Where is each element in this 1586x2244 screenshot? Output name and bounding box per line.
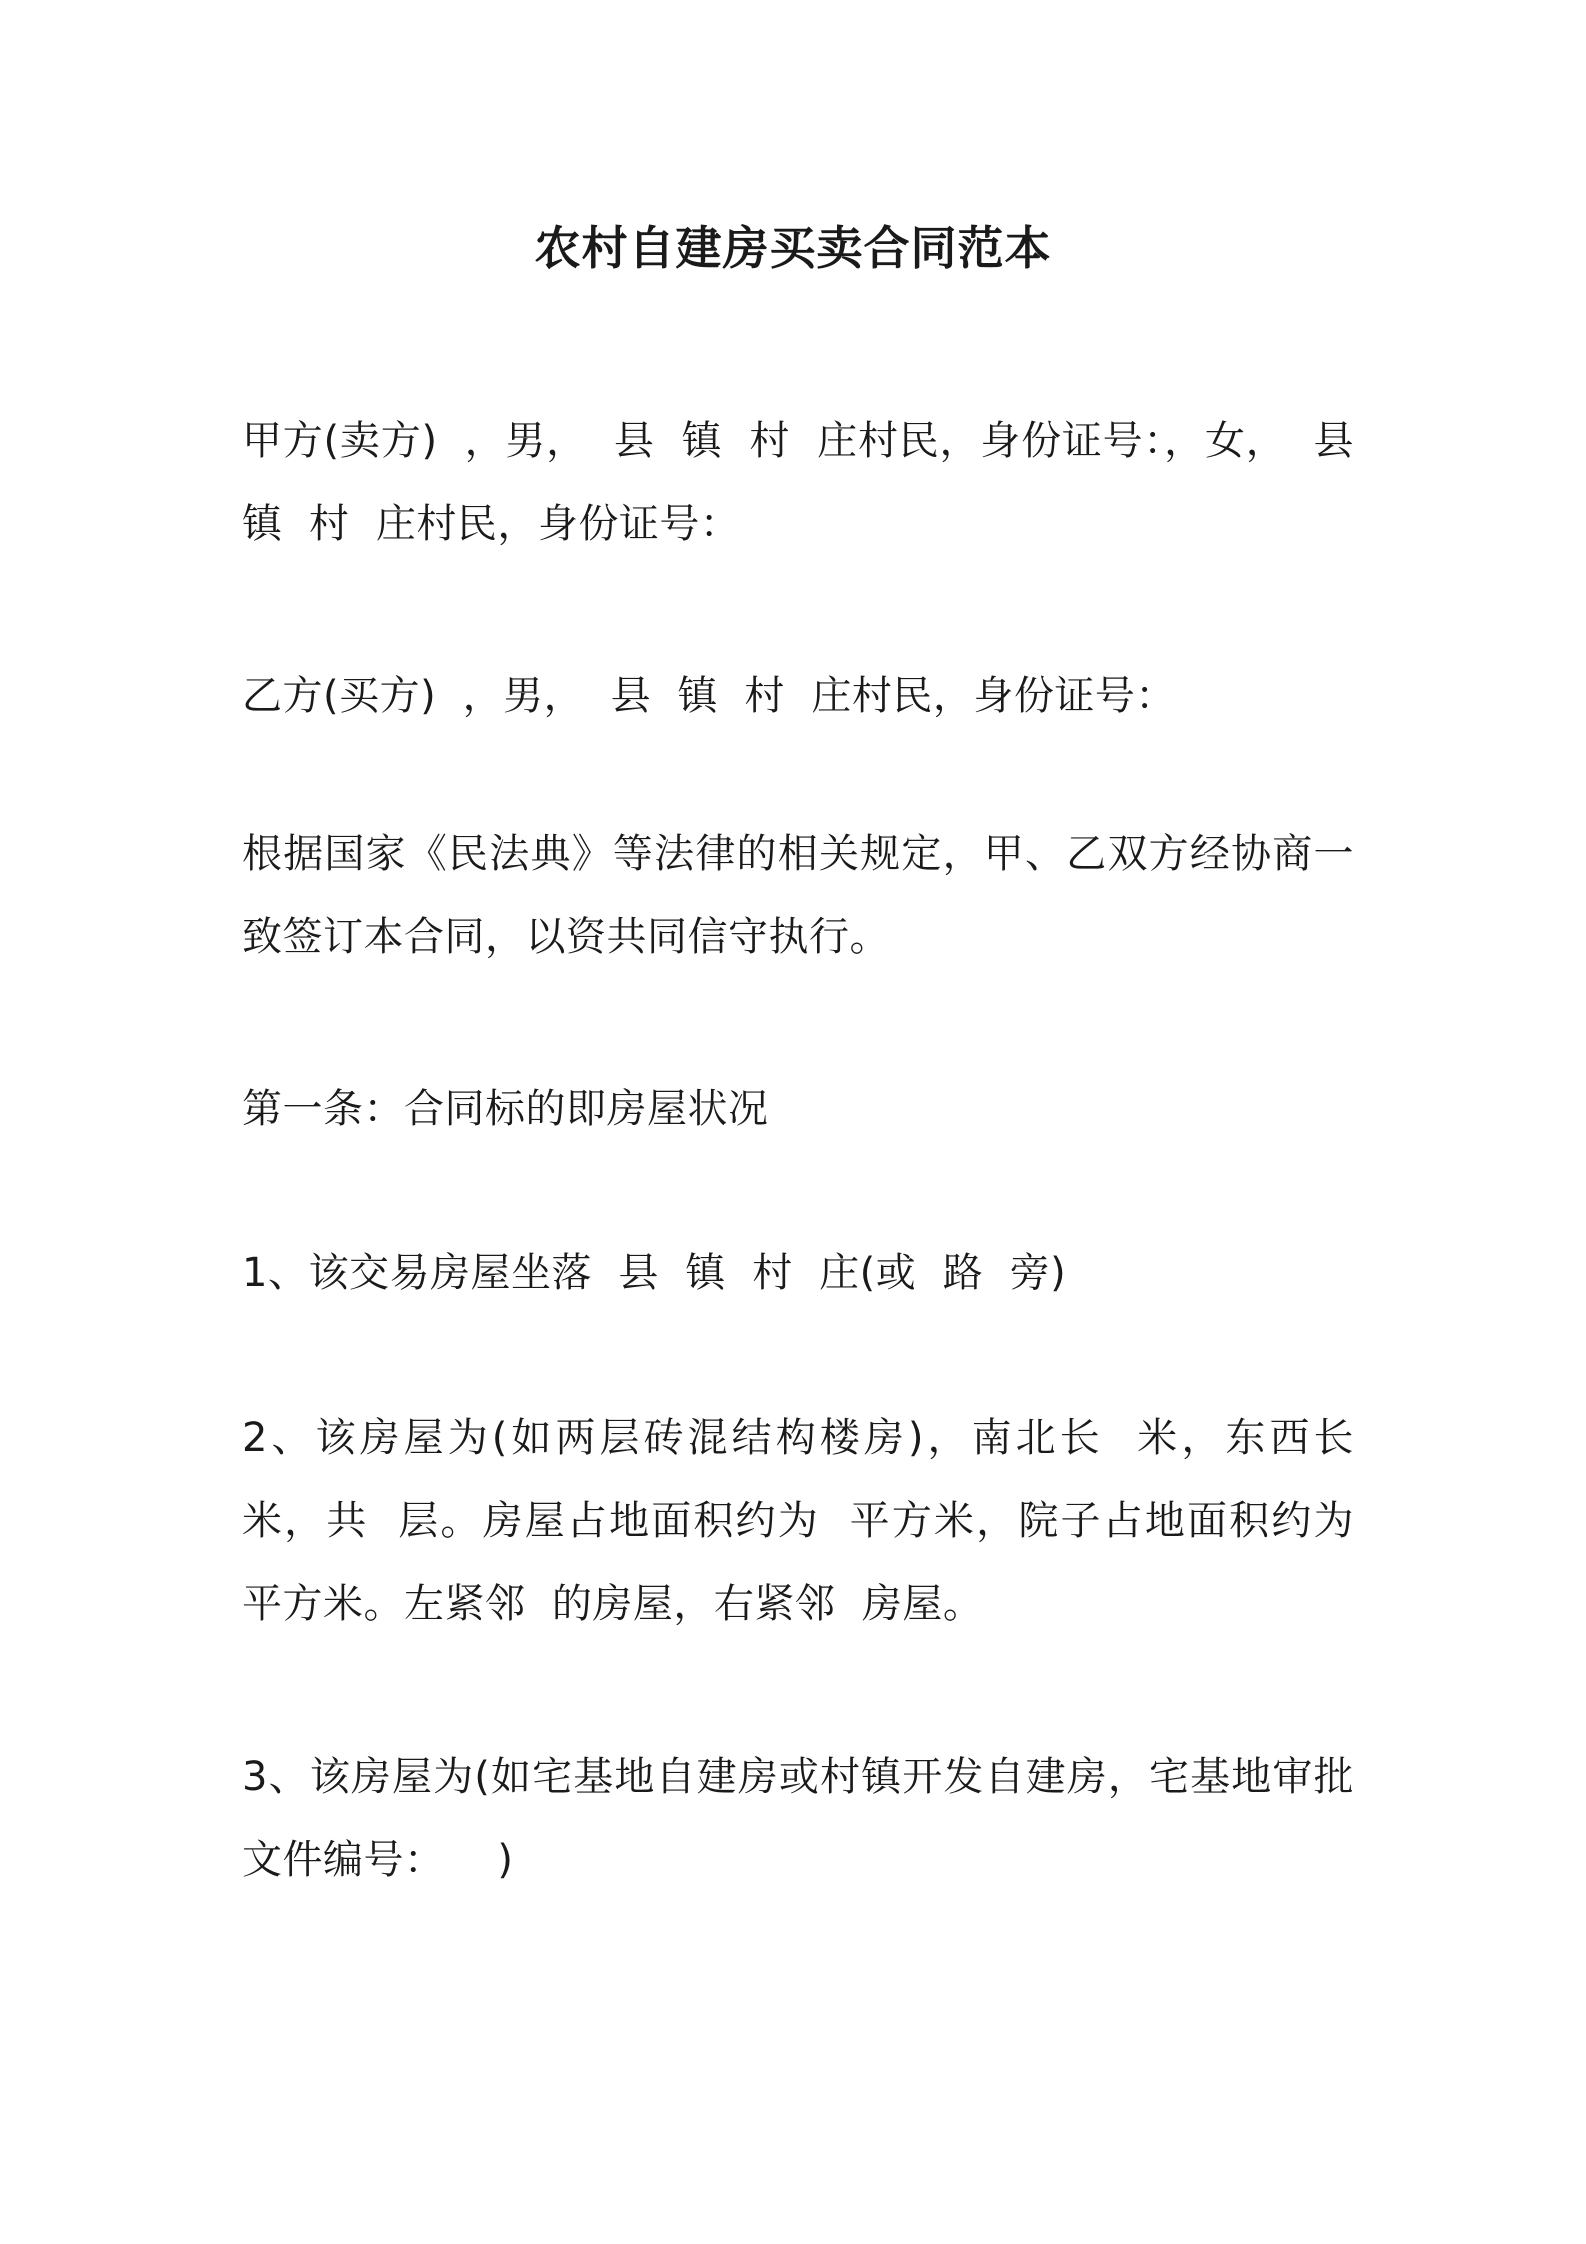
party-a-paragraph: 甲方(卖方) ，男， 县 镇 村 庄村民，身份证号：，女， 县 镇 村 庄村民，身份证号：: [242, 418, 1381, 547]
article-one-heading: 第一条：合同标的即房屋状况: [242, 1086, 769, 1132]
party-b-paragraph: 乙方(买方) ，男， 县 镇 村 庄村民，身份证号：: [242, 673, 1176, 719]
document-title: 农村自建房买卖合同范本: [534, 221, 1052, 275]
preamble-paragraph: 根据国家《民法典》等法律的相关规定，甲、乙双方经协商一致签订本合同，以资共同信守执行。: [242, 831, 1354, 960]
clause-3-type: 3、该房屋为(如宅基地自建房或村镇开发自建房，宅基地审批文件编号： ): [242, 1754, 1354, 1883]
clause-2-structure: 2、该房屋为(如两层砖混结构楼房)，南北长 米，东西长 米，共 层。房屋占地面积约为 平方米，院子占地面积约为 平方米。左紧邻 的房屋，右紧邻 房屋。: [242, 1415, 1381, 1627]
clause-1-location: 1、该交易房屋坐落 县 镇 村 庄(或 路 旁): [242, 1250, 1067, 1296]
